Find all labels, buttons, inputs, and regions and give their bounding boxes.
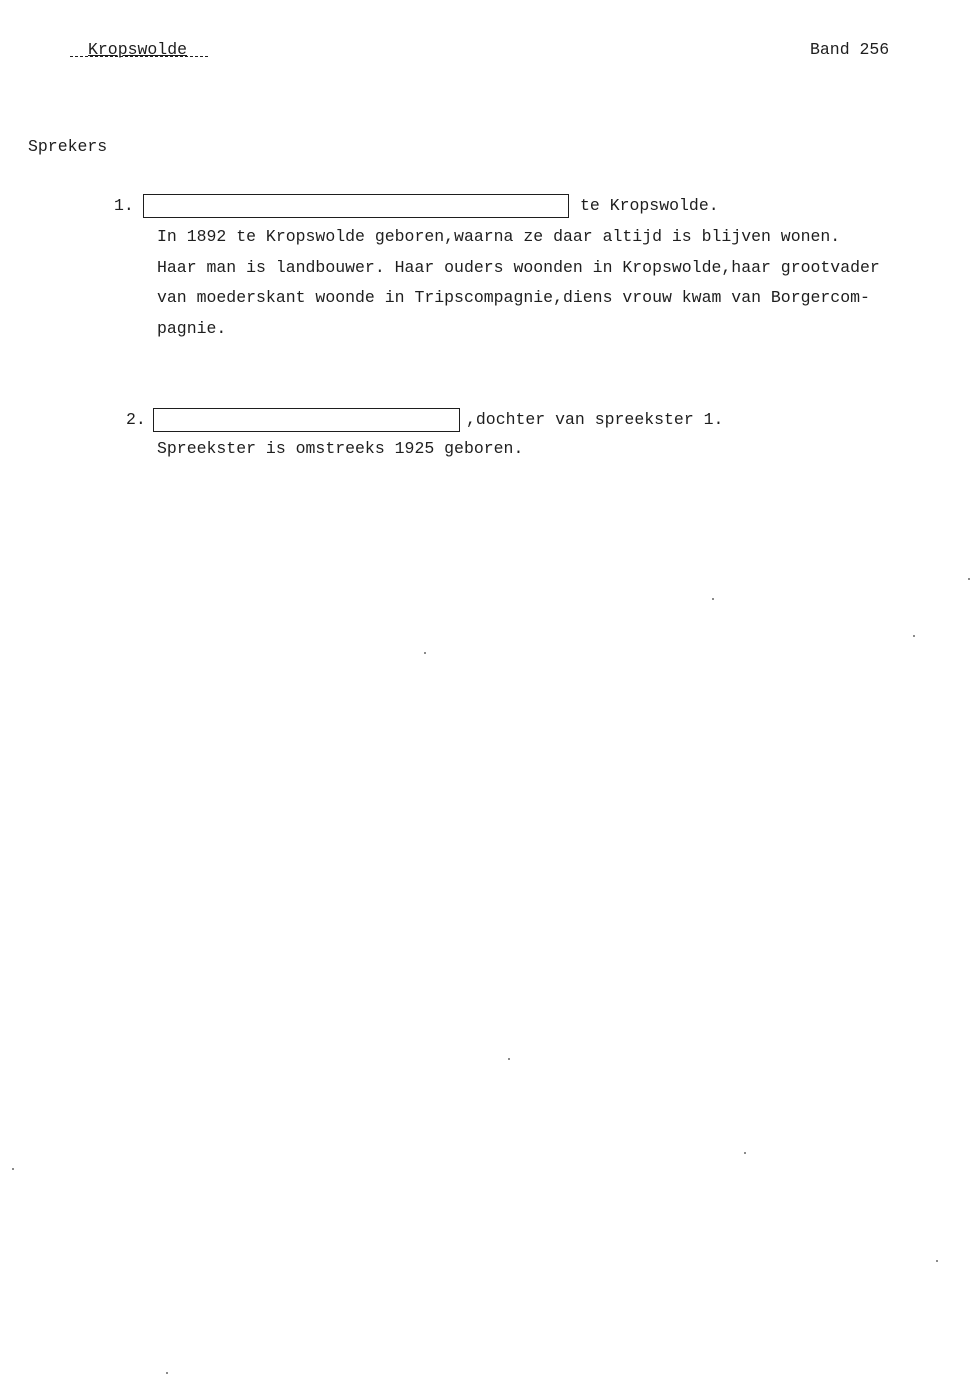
scan-speck bbox=[12, 1168, 14, 1170]
scan-speck bbox=[166, 1372, 168, 1374]
section-heading: Sprekers bbox=[28, 137, 108, 156]
speaker-number: 1. bbox=[114, 196, 134, 215]
scan-speck bbox=[744, 1152, 746, 1154]
scan-speck bbox=[936, 1260, 938, 1262]
scan-speck bbox=[508, 1058, 510, 1060]
redacted-name-box bbox=[143, 194, 569, 218]
band-label: Band 256 bbox=[810, 40, 890, 59]
redacted-name-box bbox=[153, 408, 460, 432]
description-line: pagnie. bbox=[157, 318, 227, 338]
speaker-description bbox=[157, 222, 880, 344]
speaker-location: te Kropswolde. bbox=[580, 196, 719, 215]
description-line: van moederskant woonde in Tripscompagnie,diens vrouw kwam van Borgercom- bbox=[157, 288, 870, 307]
scan-speck bbox=[424, 652, 426, 654]
title-underline-dashes bbox=[70, 56, 208, 57]
speaker-number: 2. bbox=[126, 410, 146, 429]
scan-speck bbox=[913, 635, 915, 637]
scan-speck bbox=[968, 578, 970, 580]
place-title: Kropswolde bbox=[88, 40, 188, 59]
scan-speck bbox=[712, 598, 714, 600]
description-line: In 1892 te Kropswolde geboren,waarna ze daar altijd is blijven wonen. bbox=[157, 227, 841, 246]
description-line: Haar man is landbouwer. Haar ouders woonden in Kropswolde,haar grootvader bbox=[157, 257, 880, 277]
speaker-relation: ,dochter van spreekster 1. bbox=[466, 410, 724, 429]
speaker-description bbox=[157, 434, 523, 465]
description-line: Spreekster is omstreeks 1925 geboren. bbox=[157, 439, 524, 458]
